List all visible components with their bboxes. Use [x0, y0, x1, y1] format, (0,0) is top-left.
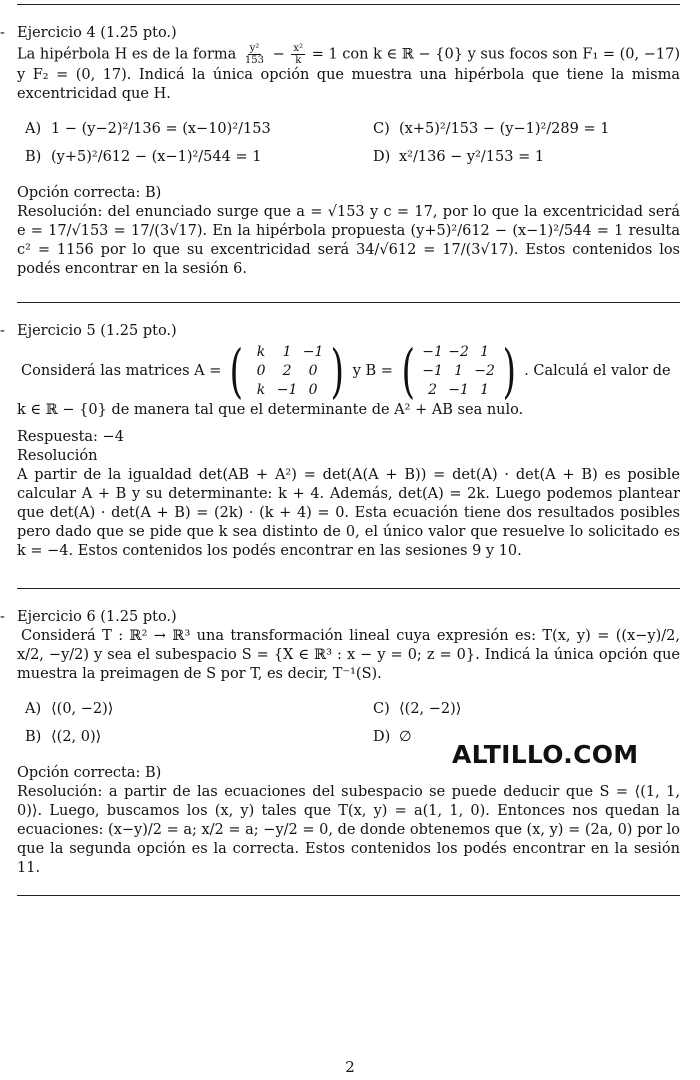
bullet-dash: - — [0, 25, 5, 41]
option-c: C) ⟨(2, −2)⟩ — [373, 700, 462, 717]
exercise-6-resolution: Resolución: a partir de las ecuaciones del subespacio se puede deducir que S = ⟨(1, 1, 0)⟩. Luego, buscamos los (x, y) tales que T(x, y) = a(1, 1, 0). Entonces nos quedan la ecuaciones: (x−y)/2 = a; x/2 = a; −y/2 = 0, de donde obtenemos que (x, y) = (2a, 0) por lo que la segunda opción es la correcta. Estos contenidos los podés encontrar en la sesión 11. — [17, 784, 680, 876]
option-d: D) ∅ — [373, 728, 412, 745]
option-b: B) (y+5)²/612 − (x−1)²/544 = 1 — [25, 148, 262, 165]
exercise-4 — [0, 24, 681, 279]
option-a: A) ⟨(0, −2)⟩ — [25, 700, 114, 717]
bullet-dash: - — [0, 609, 5, 625]
exercise-6-statement: Considerá T : ℝ² → ℝ³ una transformación lineal cuya expresión es: T(x, y) = ((x−y)/2, x/2, −y/2) y sea el subespacio S = {X ∈ ℝ³ : x − y = 0; z = 0}. Indicá la única opción que muestra la preimagen de S por T, es decir, T⁻¹(S). — [17, 628, 680, 682]
exercise-5 — [0, 322, 680, 561]
bullet-dash: - — [0, 323, 5, 339]
exercise-5-resolution: A partir de la igualdad det(AB + A²) = det(A(A + B)) = det(A) · det(A + B) es posible calcular A + B y su determinante: k + 4. Además, det(A) = 2k. Luego podemos plantear que det(A) · det(A + B) = (2k) · (k + 4) = 0. Esta ecuación tiene dos resultados posibles pero dado que se pide que k sea distinto de 0, el único valor que resuelve lo solicitado es k = −4. Estos contenidos los podés encontrar en las sesiones 9 y 10. — [17, 467, 680, 559]
page-number: 2 — [345, 1058, 355, 1076]
exercise-4-resolution: Resolución: del enunciado surge que a = √153 y c = 17, por lo que la excentricidad será e = 17/√153 = 17/(3√17). En la hipérbola propuesta (y+5)²/612 − (x−1)²/544 = 1 resulta c² = 1156 por lo que su excentricidad será 34/√612 = 17/(3√17). Estos contenidos los podés encontrar en la sesión 6. — [17, 204, 680, 277]
top-rule — [17, 4, 680, 5]
matrix-b: ( −1 −2 1 −1 1 −2 2 −1 1 ) — [401, 337, 516, 405]
matrix-a: ( k 1 −1 0 2 0 k −1 0 ) — [229, 337, 345, 405]
separator-rule — [17, 302, 680, 303]
exercise-5-matrices: Considerá las matrices A = ( k 1 −1 0 2 0 k −1 0 ) y B = ( −1 −2 1 −1 1 −2 2 −1 1 ) . Calculá el valor de — [21, 337, 671, 405]
option-a: A) 1 − (y−2)²/136 = (x−10)²/153 — [25, 120, 271, 137]
exercise-4-title: - Ejercicio 4 (1.25 pto.) — [0, 25, 177, 41]
watermark-logo: ALTILLO.COM — [452, 740, 639, 769]
exercise-5-answer: Respuesta: −4 — [17, 429, 124, 445]
option-b: B) ⟨(2, 0)⟩ — [25, 728, 102, 745]
exercise-6-title: - Ejercicio 6 (1.25 pto.) — [0, 609, 177, 625]
exercise-5-statement: k ∈ ℝ − {0} de manera tal que el determinante de A² + AB sea nulo. — [17, 402, 524, 418]
exercise-5-title: - Ejercicio 5 (1.25 pto.) — [0, 323, 177, 339]
option-c: C) (x+5)²/153 − (y−1)²/289 = 1 — [373, 120, 610, 137]
separator-rule — [17, 895, 680, 896]
exercise-4-answer: Opción correcta: B) — [17, 185, 162, 201]
option-d: D) x²/136 − y²/153 = 1 — [373, 148, 545, 165]
exercise-4-options — [25, 118, 680, 168]
exercise-4-statement: La hipérbola H es de la forma $\frac{\text{y²}}{153}$ − $\frac{\text{x²}}{k}$ = 1 con k ∈ ℝ − {0} y sus focos son F₁ = (0, −17) y F₂ = (0, 17). Indicá la única opción que muestra una hipérbola que tiene la misma excentricidad que H. — [17, 43, 681, 102]
exercise-5-resolution-label: Resolución — [17, 448, 98, 464]
separator-rule — [17, 588, 680, 589]
exercise-6-answer: Opción correcta: B) — [17, 765, 162, 781]
